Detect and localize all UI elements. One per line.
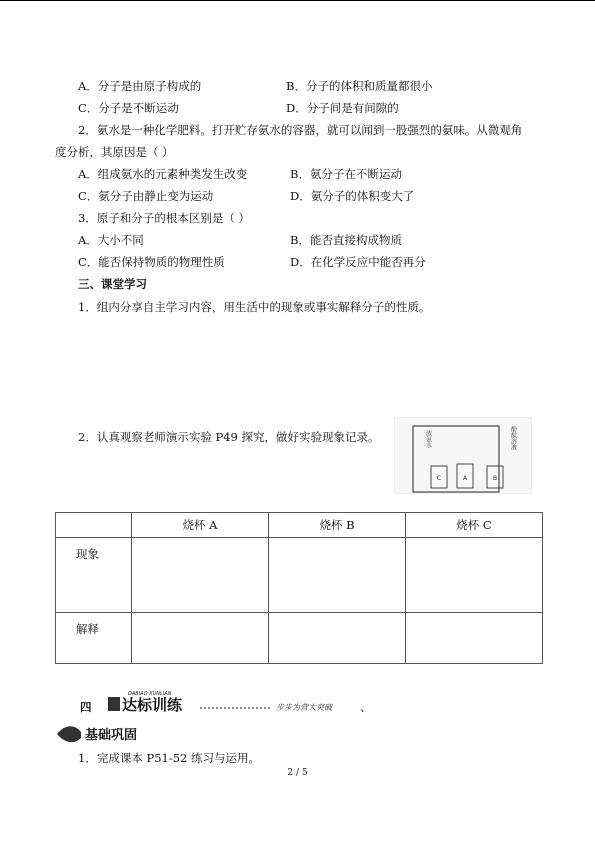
- table-header-blank: [56, 513, 132, 538]
- foundation-ribbon: [55, 722, 195, 746]
- q3-option-c: C．能否保持物质的物理性质: [78, 255, 225, 269]
- experiment-figure: [394, 417, 532, 494]
- q2-stem-line2: 度分析，其原因是（ ）: [55, 145, 174, 159]
- ribbon-art: [55, 722, 195, 746]
- q2-stem-line1: 2．氨水是一种化学肥料。打开贮存氨水的容器，就可以闻到一股强烈的氨味。从微观角: [78, 123, 523, 137]
- section3-task2: 2．认真观察老师演示实验 P49 探究，做好实验现象记录。: [78, 430, 380, 444]
- q2-option-c: C．氨分子由静止变为运动: [78, 189, 214, 203]
- q3-option-a: A．大小不同: [78, 233, 144, 247]
- banner-tagline: 步步为营大突破: [276, 703, 332, 712]
- q1-option-d: D．分子间是有间隙的: [286, 101, 399, 115]
- row-label-phenomenon: 现象: [56, 538, 132, 613]
- table-row: [56, 613, 543, 664]
- ammonia-diffusion-apparatus: [395, 418, 531, 493]
- q2-option-a: A．组成氨水的元素种类发生改变: [78, 167, 248, 181]
- q3-stem: 3．原子和分子的根本区别是（ ）: [78, 211, 250, 225]
- section4-task1: 1．完成课本 P51-52 练习与运用。: [78, 751, 261, 765]
- q3-option-d: D．在化学反应中能否再分: [290, 255, 426, 269]
- section3-heading: 三、课堂学习: [78, 277, 147, 291]
- cell-explanation-c: [406, 613, 543, 664]
- cell-phenomenon-b: [269, 538, 406, 613]
- top-rule: [0, 0, 595, 1]
- q2-option-d: D．氨分子的体积变大了: [290, 189, 415, 203]
- q1-option-b: B．分子的体积和质量都很小: [286, 79, 433, 93]
- ribbon-title: 基础巩固: [85, 728, 138, 743]
- banner-title: 达标训练: [122, 696, 183, 714]
- table-header-row: [56, 513, 543, 538]
- ribbon-swirl: [57, 726, 81, 742]
- beaker-b-label: B: [492, 475, 498, 482]
- table-row: [56, 538, 543, 613]
- banner-art: [104, 689, 348, 715]
- q1-option-a: A．分子是由原子构成的: [78, 79, 202, 93]
- beaker-a-label: A: [462, 475, 468, 482]
- page-number: 2 / 5: [287, 768, 308, 778]
- table-header-beaker-c: 烧杯 C: [406, 513, 543, 538]
- section3-task1: 1．组内分享自主学习内容，用生活中的现象或事实解释分子的性质。: [78, 300, 431, 314]
- right-reagent-label: 酚酞溶液: [509, 426, 517, 450]
- observation-table: [55, 512, 543, 664]
- cell-explanation-a: [132, 613, 269, 664]
- cell-phenomenon-c: [406, 538, 543, 613]
- table-header-beaker-a: 烧杯 A: [132, 513, 269, 538]
- cell-phenomenon-a: [132, 538, 269, 613]
- training-banner: [104, 689, 348, 715]
- beaker-c-label: C: [436, 475, 442, 482]
- banner-pinyin: DABIAO XUNLIAN: [128, 691, 172, 697]
- q3-option-b: B．能否直接构成物质: [290, 233, 402, 247]
- left-reagent-label: 浓氨水: [424, 430, 432, 448]
- section4-number: 四: [80, 700, 92, 714]
- banner-ribbon-left: [108, 697, 120, 711]
- row-label-explanation: 解释: [56, 613, 132, 664]
- table-header-beaker-b: 烧杯 B: [269, 513, 406, 538]
- section4-trailing-mark: 、: [360, 700, 372, 714]
- q2-option-b: B．氨分子在不断运动: [290, 167, 402, 181]
- q1-option-c: C．分子是不断运动: [78, 101, 179, 115]
- cell-explanation-b: [269, 613, 406, 664]
